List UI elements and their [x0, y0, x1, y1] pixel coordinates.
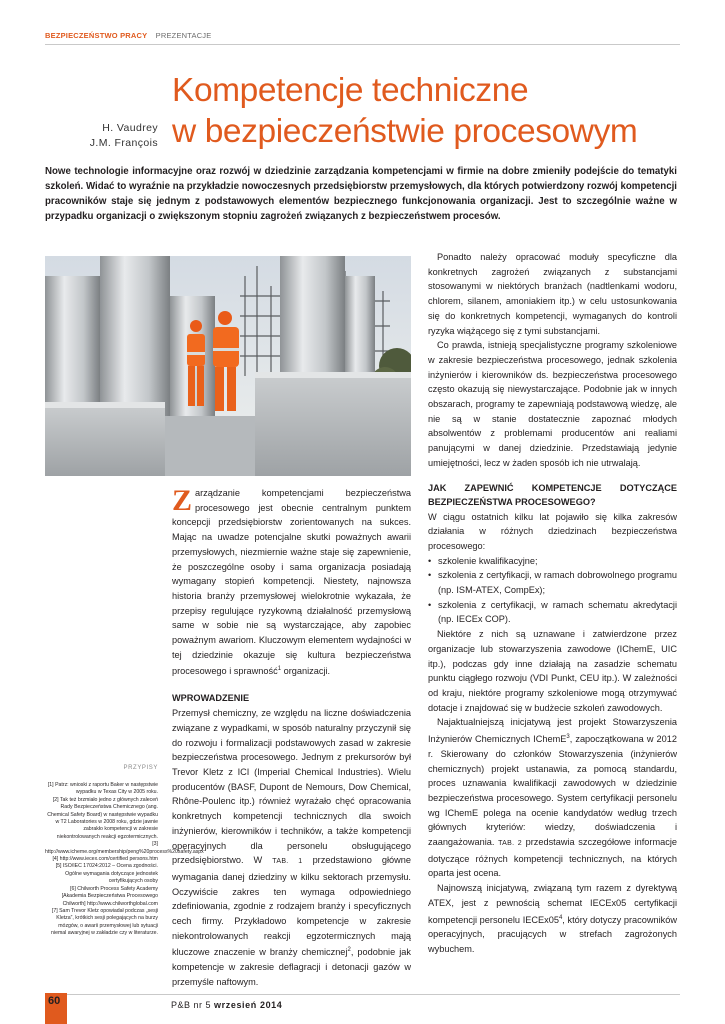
middle-column [172, 486, 411, 990]
journal-issue: P&B nr 5 [171, 1000, 212, 1010]
page-number: 60 [48, 995, 61, 1007]
header-rule [45, 44, 680, 45]
section-heading: JAK ZAPEWNIĆ KOMPETENCJE DOTYCZĄCE BEZPIECZEŃSTWA PROCESOWEGO? [428, 482, 677, 507]
title-line: Kompetencje techniczne [172, 72, 529, 109]
drop-cap: Z [172, 484, 193, 517]
section-heading: WPROWADZENIE [172, 693, 250, 704]
footnote: [4] http://www.iecex.com/certified persons.htm [52, 856, 158, 863]
lead-paragraph: Nowe technologie informacyjne oraz rozwój w dziedzinie zarządzania kompetencjami w firmie na dobre zmieniły podejście do tematyki szkoleń. Widać to wyraźnie na przykładzie nowoczesnych przedsiębiorstw przemysłowych, dla których potwierdzony rozwój kompetencji pracowników staje się jednym z podstawowych elementów bezpiecznego funkcjonowania organizacji. Jest to szczególnie ważne w przypadku organizacji o zwiększonym stopniu zagrożeń związanych z bezpieczeństwem procesów. [45, 166, 677, 222]
author: H. Vaudrey [102, 122, 158, 134]
list-item: • szkolenia z certyfikacji, w ramach dobrowolnego programu (np. ISM-ATEX, CompEx); [428, 568, 677, 597]
footnotes [45, 782, 204, 938]
footnote: [3] http://www.icheme.org/membership/peng%20process%20safety.aspx [45, 841, 204, 855]
body-paragraph: Przemysł chemiczny, ze względu na liczne doświadczenia związane z wypadkami, w sposób naturalny przyczynił się do rozwoju i formalizacji podstawowych zasad w zakresie bezpieczeństwa procesowego. Jednym z prekursorów był Trevor Kletz z ICI (Imperial Chemical Industries). Wielu producentów (BASF, Dupont de Nemours, Dow Chemical, Rhône-Poulenc itp.) również wyrażało chęć opracowania konkretnych kompetencji technicznych dla swoich inżynierów, kierowników i techników, a także kompetencji operacyjnych dla personelu obsługującego przedsiębiorstwo. W TAB. 1 przedstawiono główne wymagania danej dziedziny w kilku sektorach przemysłu. Oczywiście zakres ten wymaga odpowiedniego zdefiniowania, zgodnie z rodzajem branży i specyficznych cech firmy. Przykładowo kompetencje w zakresie niekontrolowanych reakcji egzotermicznych mają kluczowe znaczenie w branży chemicznej$^2$, podobnie jak kompetencje w zakresie deflagracji i detonacji gazów w przemyśle naftowym. [172, 708, 411, 987]
body-paragraph: Ponadto należy opracować moduły specyficzne dla konkretnych zagrożeń związanych z substancjami stosowanymi w niektórych branżach (nadtlenkami wodoru, chlorem, silanem, amoniakiem itp.) w celu ustosunkowania się do konkretnych kompetencji, wymaganych do kontroli ryzyka wiążącego się z tymi substancjami. [428, 252, 677, 336]
author: J.M. François [89, 136, 158, 149]
journal-footer [171, 1000, 282, 1010]
industrial-plant-photo [45, 256, 411, 476]
page-number-block [45, 993, 67, 1024]
footnotes-heading: PRZYPISY [123, 765, 158, 771]
intro-paragraph: Zarządzanie kompetencjami bezpieczeństwa procesowego jest obecnie centralnym punktem koncepcji przedsiębiorstw zorientowanych na sukces. Mając na uwadze potencjalne skutki poważnych awarii przemysłowych, niezmiernie ważne staje się zapewnienie, że poszczególne osoby i sama organizacja posiadają wymagany stopień kompetencji. Niestety, najnowsza historia branży przemysłowej wielokrotnie wykazała, że przepisy regulujące ryzykowną działalność przemysłową same w sobie nie są wystarczające, aby zapobiec poważnym awariom. Kluczowym elementem wydajności w tej dziedzinie okazuje się kultura bezpieczeństwa procesowego i sprawność$^1$ organizacji. [172, 484, 411, 677]
issue-date: wrzesień 2014 [214, 1000, 283, 1010]
list-item: • szkolenie kwalifikacyjne; [428, 554, 677, 569]
title-line: w bezpieczeństwie procesowym [172, 113, 638, 150]
footnote: [6] Chilworth Process Safety Academy [Akademia Bezpieczeństwa Procesowego Chilworth] http://www.chilworthglobal.com [61, 885, 158, 907]
footnote: [1] Patrz: wnioski z raportu Baker w następstwie wypadku w Texas City w 2005 roku. [47, 782, 158, 796]
footnote: [2] Tak też brzmiało jedno z głównych zaleceń Rady Bezpieczeństwa Chemicznego (ang. Chemical Safety Board) w następstwie wypadku w T2 Laboratories w 2008 roku, gdzie jawnie zabrakło kompetencji w zakresie niekontrolowanych reakcji egzotermicznych. [47, 796, 158, 840]
footnote: [7] Sam Trevor Kletz opowiadał podczas „sesji Kletza”, krótkich sesji polegających na burzy mózgów, o awarii przemysłowej lub sytuacji niemal awaryjnej w zakładzie czy w literaturze. [51, 907, 158, 937]
article-title [172, 70, 637, 152]
body-paragraph: Najaktualniejszą inicjatywą jest projekt Stowarzyszenia Inżynierów Chemicznych IChemE$^3$, zapoczątkowana w 2012 r. Skierowany do członków Stowarzyszenia (inżynierów chemicznych) projekt ustanawia, za pomocą standardu, proces uznawania kwalifikacji zawodowych w dziedzinie bezpieczeństwa procesowego. System certyfikacji personelu wg IChemE polega na ocenie kandydatów według trzech głównych kryteriów: wiedzy, doświadczenia i zaangażowania. TAB. 2 przedstawia szczegółowe informacje dotyczące różnych kompetencji technicznych, na których oparta jest ocena. [428, 717, 677, 879]
bullet-list [428, 554, 677, 628]
authors [84, 121, 158, 150]
body-paragraph: Niektóre z nich są uznawane i zatwierdzone przez organizacje lub stowarzyszenia zawodowe (IChemE, UIC itp.), podczas gdy inne działają na zasadzie schematu punktu ciągłego rozwoju (VDI Punkt, CEU itp.). W zależności od kraju, niektóre programy szkoleniowe mogą otrzymywać dotacje i znajdować się w budżecie szkoleń zawodowych. [428, 629, 677, 713]
footer-rule [67, 994, 680, 995]
section-label: BEZPIECZEŃSTWO PRACY [45, 31, 148, 40]
list-item: • szkolenia z certyfikacji, w ramach schematu akredytacji (np. IECEx COP). [428, 598, 677, 627]
right-column [428, 250, 677, 957]
body-paragraph: Najnowszą inicjatywą, związaną tym razem z dyrektywą ATEX, jest z pewnością schemat IECEx05 certyfikacji kompetencji personelu $IECEx05^4$, który dotyczy pracowników operacyjnych, pracujących w strefach zagrożonych wybuchem. [428, 883, 677, 955]
running-header [45, 31, 211, 40]
footnote: [5] ISO/IEC 17024:2012 – Ocena zgodności. Ogólne wymagania dotyczące jednostek certyfikujących osoby [55, 863, 158, 885]
body-paragraph: Co prawda, istnieją specjalistyczne programy szkoleniowe w zakresie bezpieczeństwa procesowego, jednak szkolenia inżynierów i kierowników ds. bezpieczeństwa procesowego często okazują się niewystarczające. Podobnie jak w innych obszarach, programy te zapewniają podstawową wiedzę, ale nie są w stanie dostatecznie zapoznać młodych absolwentów z problemami producentów ani realiami panującymi w danej dziedzinie. Przedstawiają jedynie umiejętności, lecz w żaden sposób ich nie utrwalają. [428, 340, 677, 468]
subsection-label: PREZENTACJE [155, 31, 212, 40]
body-paragraph: W ciągu ostatnich kilku lat pojawiło się kilka zakresów działania w różnych dziedzinach bezpieczeństwa procesowego: [428, 511, 677, 551]
